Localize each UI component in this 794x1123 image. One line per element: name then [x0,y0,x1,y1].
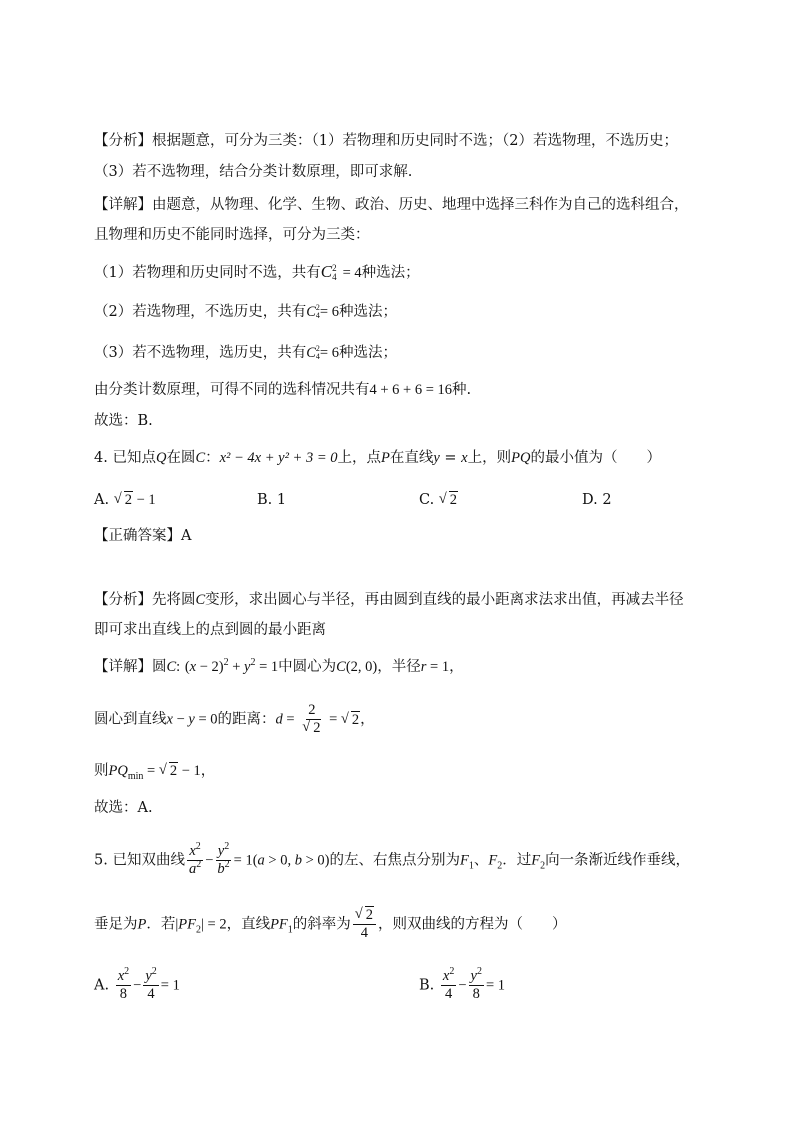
q4-choose: 故选：A. [94,800,153,816]
q4-distance: 圆心到直线x − y = 0的距离：d = 2 √ 2 = √ 2， [94,702,375,737]
q4-option-b[interactable]: B. 1 [257,492,287,508]
q4-stem: 4. 已知点Q在圆C：x² − 4x + y² + 3 = 0上，点P在直线y = x上，则PQ的最小值为（ ） [94,450,661,466]
q3-analysis: 【分析】根据题意，可分为三类：（1）若物理和历史同时不选；（2）若选物理，不选历史； [94,133,678,149]
q4-detail: 【详解】圆C: $(x - 2)^2 + y^2 = 1$中圆心为C(2, 0)，半径r = 1， [94,657,464,675]
q5-option-b[interactable]: B. $\frac{x^2}{4}$ − $\frac{y^2}{8}$ = 1 [419,966,505,1002]
q4-answer: 【正确答案】A [94,528,192,544]
q5-stem: 5. 已知双曲线 $\frac{x^2}{a^2}$ − $\frac{y^2}{b^2}$ = 1(a > 0, b > 0)的左、右焦点分别为$F_1$、$F_2$．过$F_2$向一条渐近线作垂线， [94,841,691,877]
q5-stem-cont: 垂足为P．若$|PF_2| = 2$，直线$PF_1$的斜率为 √ $\frac{2}{4}$ ，则双曲线的方程为（ ） [94,907,567,942]
q4-min-value: 则$PQ_{min}$ = √ 2 − 1， [94,761,215,781]
q4-analysis-cont: 即可求出直线上的点到圆的最小距离 [94,622,326,638]
q4-option-a[interactable]: A. √ 2 − 1 [94,490,156,510]
q3-total: 由分类计数原理，可得不同的选科情况共有4 + 6 + 6 = 16种. [94,382,472,398]
q4-analysis: 【分析】先将圆C变形，求出圆心与半径，再由圆到直线的最小距离求法求出值，再减去半径 [94,592,684,608]
q3-choose: 故选：B. [94,413,153,429]
q3-analysis-cont: （3）若不选物理，结合分类计数原理，即可求解. [94,164,413,180]
q5-option-a[interactable]: A. $\frac{x^2}{8}$ − $\frac{y^2}{4}$ = 1 [94,966,180,1002]
q3-detail: 【详解】由题意，从物理、化学、生物、政治、历史、地理中选择三科作为自己的选科组合， [94,197,689,213]
q3-case-2: （2）若选物理，不选历史，共有C2 4= 6种选法； [94,303,397,320]
q3-case-3: （3）若不选物理，选历史，共有C2 4= 6种选法； [94,344,397,361]
q4-option-c[interactable]: C. √ 2 [419,490,458,510]
q3-detail-cont: 且物理和历史不能同时选择，可分为三类： [94,227,370,243]
q4-option-d[interactable]: D. 2 [582,492,612,508]
q3-case-1: （1）若物理和历史同时不选，共有C2 4 = 4种选法； [94,262,420,282]
